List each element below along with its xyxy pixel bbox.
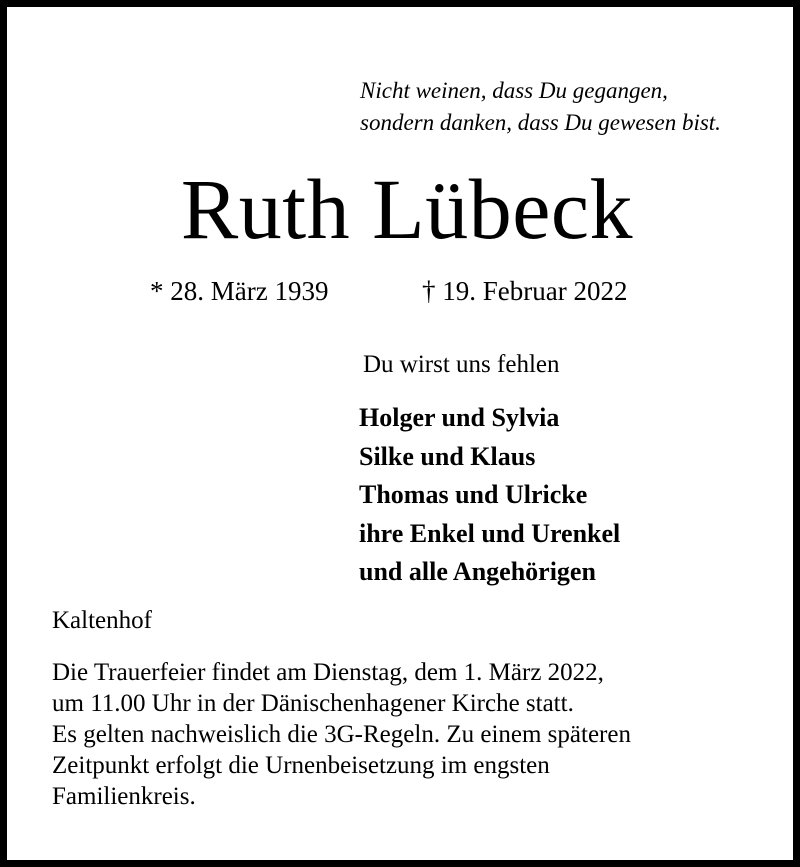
farewell-line: Du wirst uns fehlen — [363, 351, 560, 378]
mourner-entry: ihre Enkel und Urenkel — [359, 518, 621, 548]
birth-date: * 28. März 1939 — [150, 276, 329, 306]
notice-line: um 11.00 Uhr in der Dänischenhagener Kirche statt. — [52, 690, 574, 717]
notice-line: Zeitpunkt erfolgt die Urnenbeisetzung im engsten — [52, 752, 550, 779]
mourner-entry: und alle Angehörigen — [359, 557, 596, 586]
memorial-quote — [360, 75, 721, 139]
death-date: † 19. Februar 2022 — [422, 276, 628, 306]
quote-line: sondern danken, dass Du gewesen bist. — [360, 110, 721, 135]
funeral-notice — [52, 657, 631, 812]
mourner-entry: Holger und Sylvia — [359, 403, 560, 432]
notice-line: Es gelten nachweislich die 3G-Regeln. Zu einem späteren — [52, 721, 631, 748]
mourners-list — [359, 399, 620, 592]
notice-line: Familienkreis. — [52, 783, 196, 810]
mourner-entry: Silke und Klaus — [359, 441, 536, 471]
notice-line: Die Trauerfeier findet am Dienstag, dem 1. März 2022, — [52, 659, 604, 686]
mourner-entry: Thomas und Ulricke — [359, 480, 588, 509]
deceased-name: Ruth Lübeck — [180, 161, 634, 257]
quote-line: Nicht weinen, dass Du gegangen, — [360, 78, 668, 103]
place-name: Kaltenhof — [52, 607, 152, 634]
